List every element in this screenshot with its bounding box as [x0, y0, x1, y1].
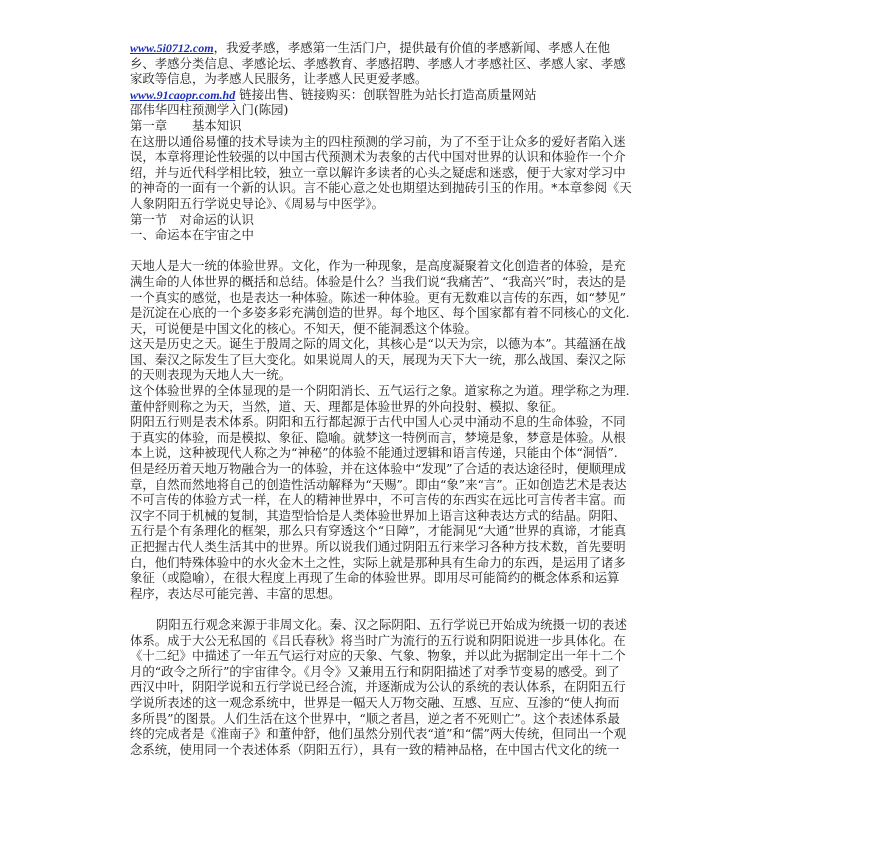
- body-line: 是沉淀在心底的一个多姿多彩充满创造的世界。每个地区、每个国家都有着不同核心的文化.: [130, 305, 630, 321]
- spacer: [130, 243, 742, 259]
- spacer: [130, 601, 742, 617]
- chapter-heading: 第一章 基本知识: [130, 117, 242, 133]
- body-line: 汉字不同于机械的复制，其造型恰恰是人类体验世界加上语言这种表达方式的结晶。阴阳、: [130, 507, 626, 523]
- body-line: 董仲舒则称之为天，当然，道、天、理都是体验世界的外向投射、模拟、象征。: [130, 398, 564, 414]
- site1-link[interactable]: www.5i0712.com: [130, 41, 214, 55]
- body-line: 的天则表现为天地人大一统。: [130, 367, 292, 383]
- body-line: 于真实的体验，而是模拟、象征、隐喻。就梦这一特例而言，梦境是象，梦意是体验。从根: [130, 429, 626, 445]
- intro-paragraph: [130, 134, 742, 212]
- body-line: 西汉中叶，阴阳学说和五行学说已经合流，并逐渐成为公认的系统的表认体系，在阴阳五行: [130, 679, 626, 695]
- body-line: 本上说，这种被现代人称之为“神秘”的体验不能通过逻辑和语言传递，只能由个体“洞悟”.: [130, 445, 618, 461]
- site2-text: 链接出售、链接购买：创联智胜为站长打造高质量网站: [235, 86, 537, 102]
- body-line: 终的完成者是《淮南子》和董仲舒，他们虽然分别代表“道”和“儒”两大传统，但同出一个观: [130, 726, 627, 742]
- header-line-2: 乡、孝感分类信息、孝感论坛、孝感教育、孝感招聘、孝感人才孝感社区、孝感人家、孝感: [130, 55, 626, 71]
- section-heading: 第一节 对命运的认识: [130, 211, 254, 227]
- header-line-1: [130, 40, 742, 56]
- body-line: 念系统，使用同一个表述体系（阴阳五行），具有一致的精神品格，在中国古代文化的统一: [130, 741, 620, 757]
- body-line: 阴阳五行观念来源于非周文化。秦、汉之际阴阳、五行学说已开始成为统摄一切的表述: [156, 616, 627, 632]
- body-line: 天，可说便是中国文化的核心。不知天，便不能洞悉这个体验。: [130, 320, 477, 336]
- intro-line: 绍，并与近代科学相比较，独立一章以解许多读者的心头之疑虑和迷惑，便于大家对学习中: [130, 164, 626, 180]
- intro-line: 人象阴阳五行学说史导论》、《周易与中医学》。: [130, 195, 384, 211]
- book-title: 邵伟华四柱预测学入门(陈园): [130, 102, 289, 118]
- body-line: 满生命的人体世界的概括和总结。体验是什么？当我们说“我痛苦”、“我高兴”时，表达的是: [130, 273, 627, 289]
- intro-line: 的神奇的一面有一个新的认识。言不能心意之处也期望达到抛砖引玉的作用。*本章参阅《天: [130, 180, 632, 196]
- body-line: 天地人是大一统的体验世界。文化，作为一种现象，是高度凝聚着文化创造者的体验，是充: [130, 258, 626, 274]
- body-line: 程序，表达尽可能完善、丰富的思想。: [130, 585, 341, 601]
- body-paragraph-2: [130, 617, 742, 757]
- site2-link[interactable]: www.91caopr.com.hd: [130, 87, 236, 102]
- body-line: 但是经历着天地万物融合为一的体验，并在这体验中“发现”了合适的表达途径时，便顺理成: [130, 461, 626, 477]
- body-line: 五行是个有条理化的框架，那么只有穿透这个“日障”，才能洞见“大通”世界的真谛，才能真: [130, 523, 627, 539]
- body-line: 多所畏”的图景。人们生活在这个世界中，“顺之者昌，逆之者不死则亡”。这个表述体系最: [130, 710, 620, 726]
- intro-line: 在这册以通俗易懂的技术导读为主的四柱预测的学习前，为了不至于让众多的爱好者陷入迷: [130, 133, 626, 149]
- body-line: 章，自然而然地将自己的创造性活动解释为“天赐”。即由“象”来“言”。正如创造艺术是表达: [130, 476, 627, 492]
- body-line: 体系。成于大公无私国的《吕氏春秋》将当时广为流行的五行说和阴阳说进一步具体化。在: [130, 632, 626, 648]
- body-line: 学说所表述的这一观念系统中，世界是一幅天人万物交融、互感、互应、互渗的“使人拘而: [130, 694, 620, 710]
- body-line: 国、秦汉之际发生了巨大变化。如果说周人的天，展现为天下大一统，那么战国、秦汉之际: [130, 351, 626, 367]
- header-line-3: 家政等信息，为孝感人民服务，让孝感人民更爱孝感。: [130, 71, 428, 87]
- body-line: 正把握古代人类生活其中的世界。所以说我们通过阴阳五行来学习各种方技术数，首先要明: [130, 539, 626, 554]
- intro-line: 误，本章将理论性较强的以中国古代预测术为表象的古代中国对世界的认识和体验作一个介: [130, 149, 626, 165]
- body-line: 不可言传的体验方式一样，在人的精神世界中，不可言传的东西实在远比可言传者丰富。而: [130, 492, 626, 508]
- body-paragraph-1: [130, 258, 742, 601]
- body-line: 这个体验世界的全体显现的是一个阴阳消长、五气运行之象。道家称之为道。理学称之为理.: [130, 383, 630, 399]
- body-line: 月的“政令之所行”的宇宙律令。《月令》又兼用五行和阴阳描述了对季节变易的感受。到了: [130, 663, 620, 679]
- site1-text: ，我爱孝感，孝感第一生活门户，提供最有价值的孝感新闻、孝感人在他: [213, 40, 611, 55]
- body-line: 象征（或隐喻），在很大程度上再现了生命的体验世界。即用尽可能简约的概念体系和运算: [130, 570, 620, 586]
- body-line: 白，他们特殊体验中的水火金木土之性，实际上就是那种具有生命力的东西，是运用了诸多: [130, 554, 626, 570]
- document-page: [130, 40, 742, 757]
- body-line: 阴阳五行则是表术体系。阴阳和五行都起源于古代中国人心灵中涌动不息的生命体验，不同: [130, 414, 626, 430]
- subsection-heading: 一、命运本在宇宙之中: [130, 227, 254, 243]
- body-line: 《十二纪》中描述了一年五气运行对应的天象、气象、物象，并以此为据制定出一年十二个: [130, 648, 626, 664]
- header-line-4: [130, 87, 742, 103]
- body-line: 这天是历史之天。诞生于殷周之际的周文化，其核心是“以天为宗，以德为本”。其蕴涵在战: [130, 336, 626, 352]
- body-line: 一个真实的感觉，也是表达一种体验。陈述一种体验。更有无数难以言传的东西，如“梦见”: [130, 289, 626, 305]
